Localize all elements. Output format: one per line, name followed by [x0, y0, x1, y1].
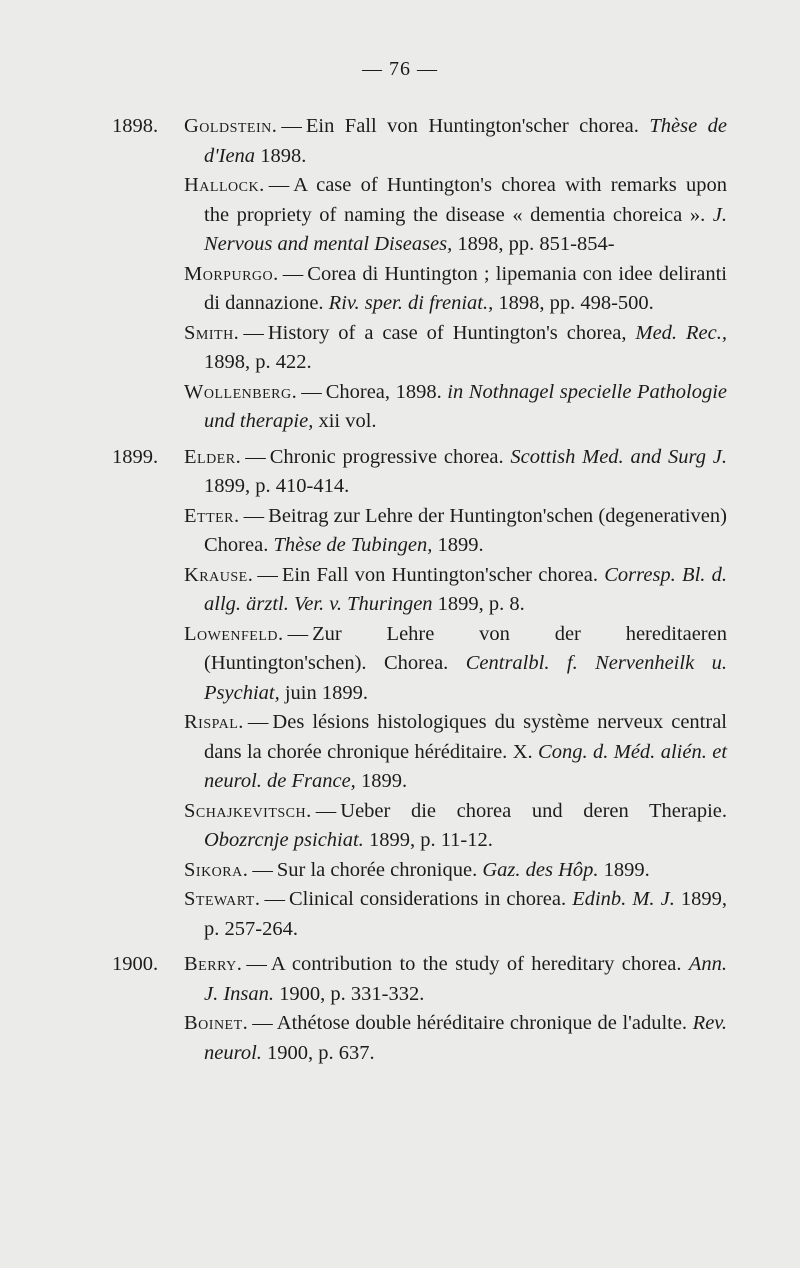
entry-author: Elder.: [184, 445, 242, 468]
entry-details: 1899.: [603, 858, 650, 881]
entry-title: Sur la chorée chronique.: [276, 858, 478, 881]
entry-source: Thèse de d'Iena: [204, 115, 728, 167]
year-group: [112, 950, 727, 1068]
entry-details: juin 1899.: [284, 681, 368, 704]
bibliography: [112, 112, 727, 1074]
entry-dash: —: [257, 563, 278, 586]
entry-author: Hallock.: [184, 174, 265, 196]
entry-source: Thèse de Tubingen,: [273, 534, 433, 556]
year-label: 1898.: [112, 115, 159, 137]
entry-dash: —: [243, 321, 264, 344]
entry-dash: —: [252, 1012, 273, 1034]
entry-source: Ann. J. Insan.: [204, 953, 727, 1005]
entry-title: Ein Fall von Huntington'scher chorea.: [281, 563, 598, 586]
entry-title: Ueber die chorea und deren Therapie.: [340, 799, 727, 822]
entry-title: History of a case of Huntington's chorea,: [267, 321, 627, 344]
entry-author: Etter.: [184, 504, 240, 527]
entry-title: Clinical considerations in chorea.: [288, 888, 567, 910]
entry-dash: —: [282, 262, 304, 285]
bib-entry: [112, 797, 727, 856]
bib-entry: [112, 378, 727, 437]
entry-dash: —: [245, 445, 266, 468]
entry-title: Ein Fall von Huntington'scher chorea.: [305, 115, 639, 137]
entry-dash: —: [268, 174, 290, 196]
entry-details: 1900, p. 637.: [267, 1041, 375, 1064]
entry-author: Morpurgo.: [184, 262, 279, 285]
bib-entry: [112, 502, 727, 561]
entry-details: 1899, p. 11-12.: [368, 829, 493, 851]
year-group: [112, 112, 727, 437]
entry-details: 1899, p. 257-264.: [204, 888, 728, 940]
entry-dash: —: [252, 858, 273, 881]
entry-author: Krause.: [184, 563, 254, 586]
entry-source: Centralbl. f. Nervenheilk u. Psychiat,: [204, 652, 727, 704]
entry-title: Des lésions histologiques du système nerveux central dans la chorée chronique héréditaire. X.: [204, 711, 727, 763]
year-label: 1899.: [112, 445, 159, 468]
entry-title: Corea di Huntington ; lipemania con idee deliranti di dannazione.: [204, 262, 727, 314]
entry-dash: —: [247, 711, 269, 733]
entry-author: Wollenberg.: [184, 380, 298, 403]
entry-author: Goldstein.: [184, 115, 278, 137]
bib-entry: [112, 319, 727, 378]
bib-entry: [112, 260, 727, 319]
entry-details: 1900, p. 331-332.: [279, 982, 425, 1005]
bib-entry: [112, 561, 727, 620]
entry-details: 1898, pp. 498-500.: [498, 292, 654, 314]
entry-source: Rev. neurol.: [204, 1012, 727, 1064]
bib-entry: [112, 885, 727, 944]
entry-details: 1899, p. 8.: [437, 593, 525, 615]
bib-entry: [112, 950, 727, 1009]
entry-details: 1899.: [360, 770, 408, 792]
entry-author: Rispal.: [184, 711, 244, 733]
bib-entry: [112, 171, 727, 260]
entry-details: 1898, pp. 851-854-: [457, 233, 615, 255]
entry-source: Riv. sper. di freniat.,: [328, 292, 494, 314]
entry-title: A contribution to the study of hereditary chorea.: [270, 953, 682, 975]
bib-entry: [112, 112, 727, 171]
entry-title: A case of Huntington's chorea with remarks upon the propriety of naming the disease « dementia choreica ».: [204, 174, 727, 226]
year-group: [112, 443, 727, 945]
entry-author: Sikora.: [184, 858, 249, 881]
entry-details: 1899.: [437, 534, 484, 556]
entry-dash: —: [301, 380, 322, 403]
page-number: — 76 —: [362, 58, 438, 80]
entry-author: Lowenfeld.: [184, 622, 284, 645]
entry-author: Stewart.: [184, 888, 261, 910]
entry-details: 1898, p. 422.: [204, 351, 312, 373]
bib-entry: [112, 708, 727, 797]
bib-entry: [112, 620, 727, 709]
bib-entry: [112, 443, 727, 502]
entry-details: xii vol.: [318, 410, 377, 432]
entry-source: Obozrcnje psichiat.: [204, 829, 364, 851]
entry-author: Boinet.: [184, 1012, 249, 1034]
entry-dash: —: [287, 622, 309, 645]
entry-author: Schajkevitsch.: [184, 799, 312, 822]
entry-title: Beitrag zur Lehre der Huntington'schen (degenerativen) Chorea.: [204, 504, 727, 556]
entry-source: Edinb. M. J.: [572, 888, 675, 910]
entry-source: Gaz. des Hôp.: [482, 858, 599, 881]
entry-details: 1899, p. 410-414.: [204, 475, 350, 497]
entry-dash: —: [264, 888, 285, 910]
entry-author: Smith.: [184, 321, 240, 344]
entry-dash: —: [243, 504, 265, 527]
entry-dash: —: [281, 115, 302, 137]
entry-source: J. Nervous and mental Diseases,: [204, 203, 727, 255]
entry-source: Cong. d. Méd. alién. et neurol. de France,: [204, 740, 728, 792]
entry-details: 1898.: [260, 144, 307, 167]
year-label: 1900.: [112, 953, 159, 975]
entry-author: Berry.: [184, 953, 243, 975]
entry-source: Corresp. Bl. d. allg. ärztl. Ver. v. Thuringen: [204, 563, 727, 615]
entry-title: Chorea, 1898.: [325, 380, 442, 403]
entry-title: Athétose double héréditaire chronique de l'adulte.: [276, 1012, 688, 1034]
entry-source: Scottish Med. and Surg J.: [510, 445, 728, 468]
bib-entry: [112, 856, 727, 886]
entry-source: Med. Rec.,: [635, 321, 727, 344]
bib-entry: [112, 1009, 727, 1068]
entry-title: Zur Lehre von der hereditaeren (Huntington'schen). Chorea.: [204, 622, 727, 674]
entry-source: in Nothnagel specielle Pathologie und therapie,: [204, 380, 727, 432]
entry-dash: —: [315, 799, 337, 822]
entry-title: Chronic progressive chorea.: [269, 445, 504, 468]
entry-dash: —: [246, 953, 267, 975]
